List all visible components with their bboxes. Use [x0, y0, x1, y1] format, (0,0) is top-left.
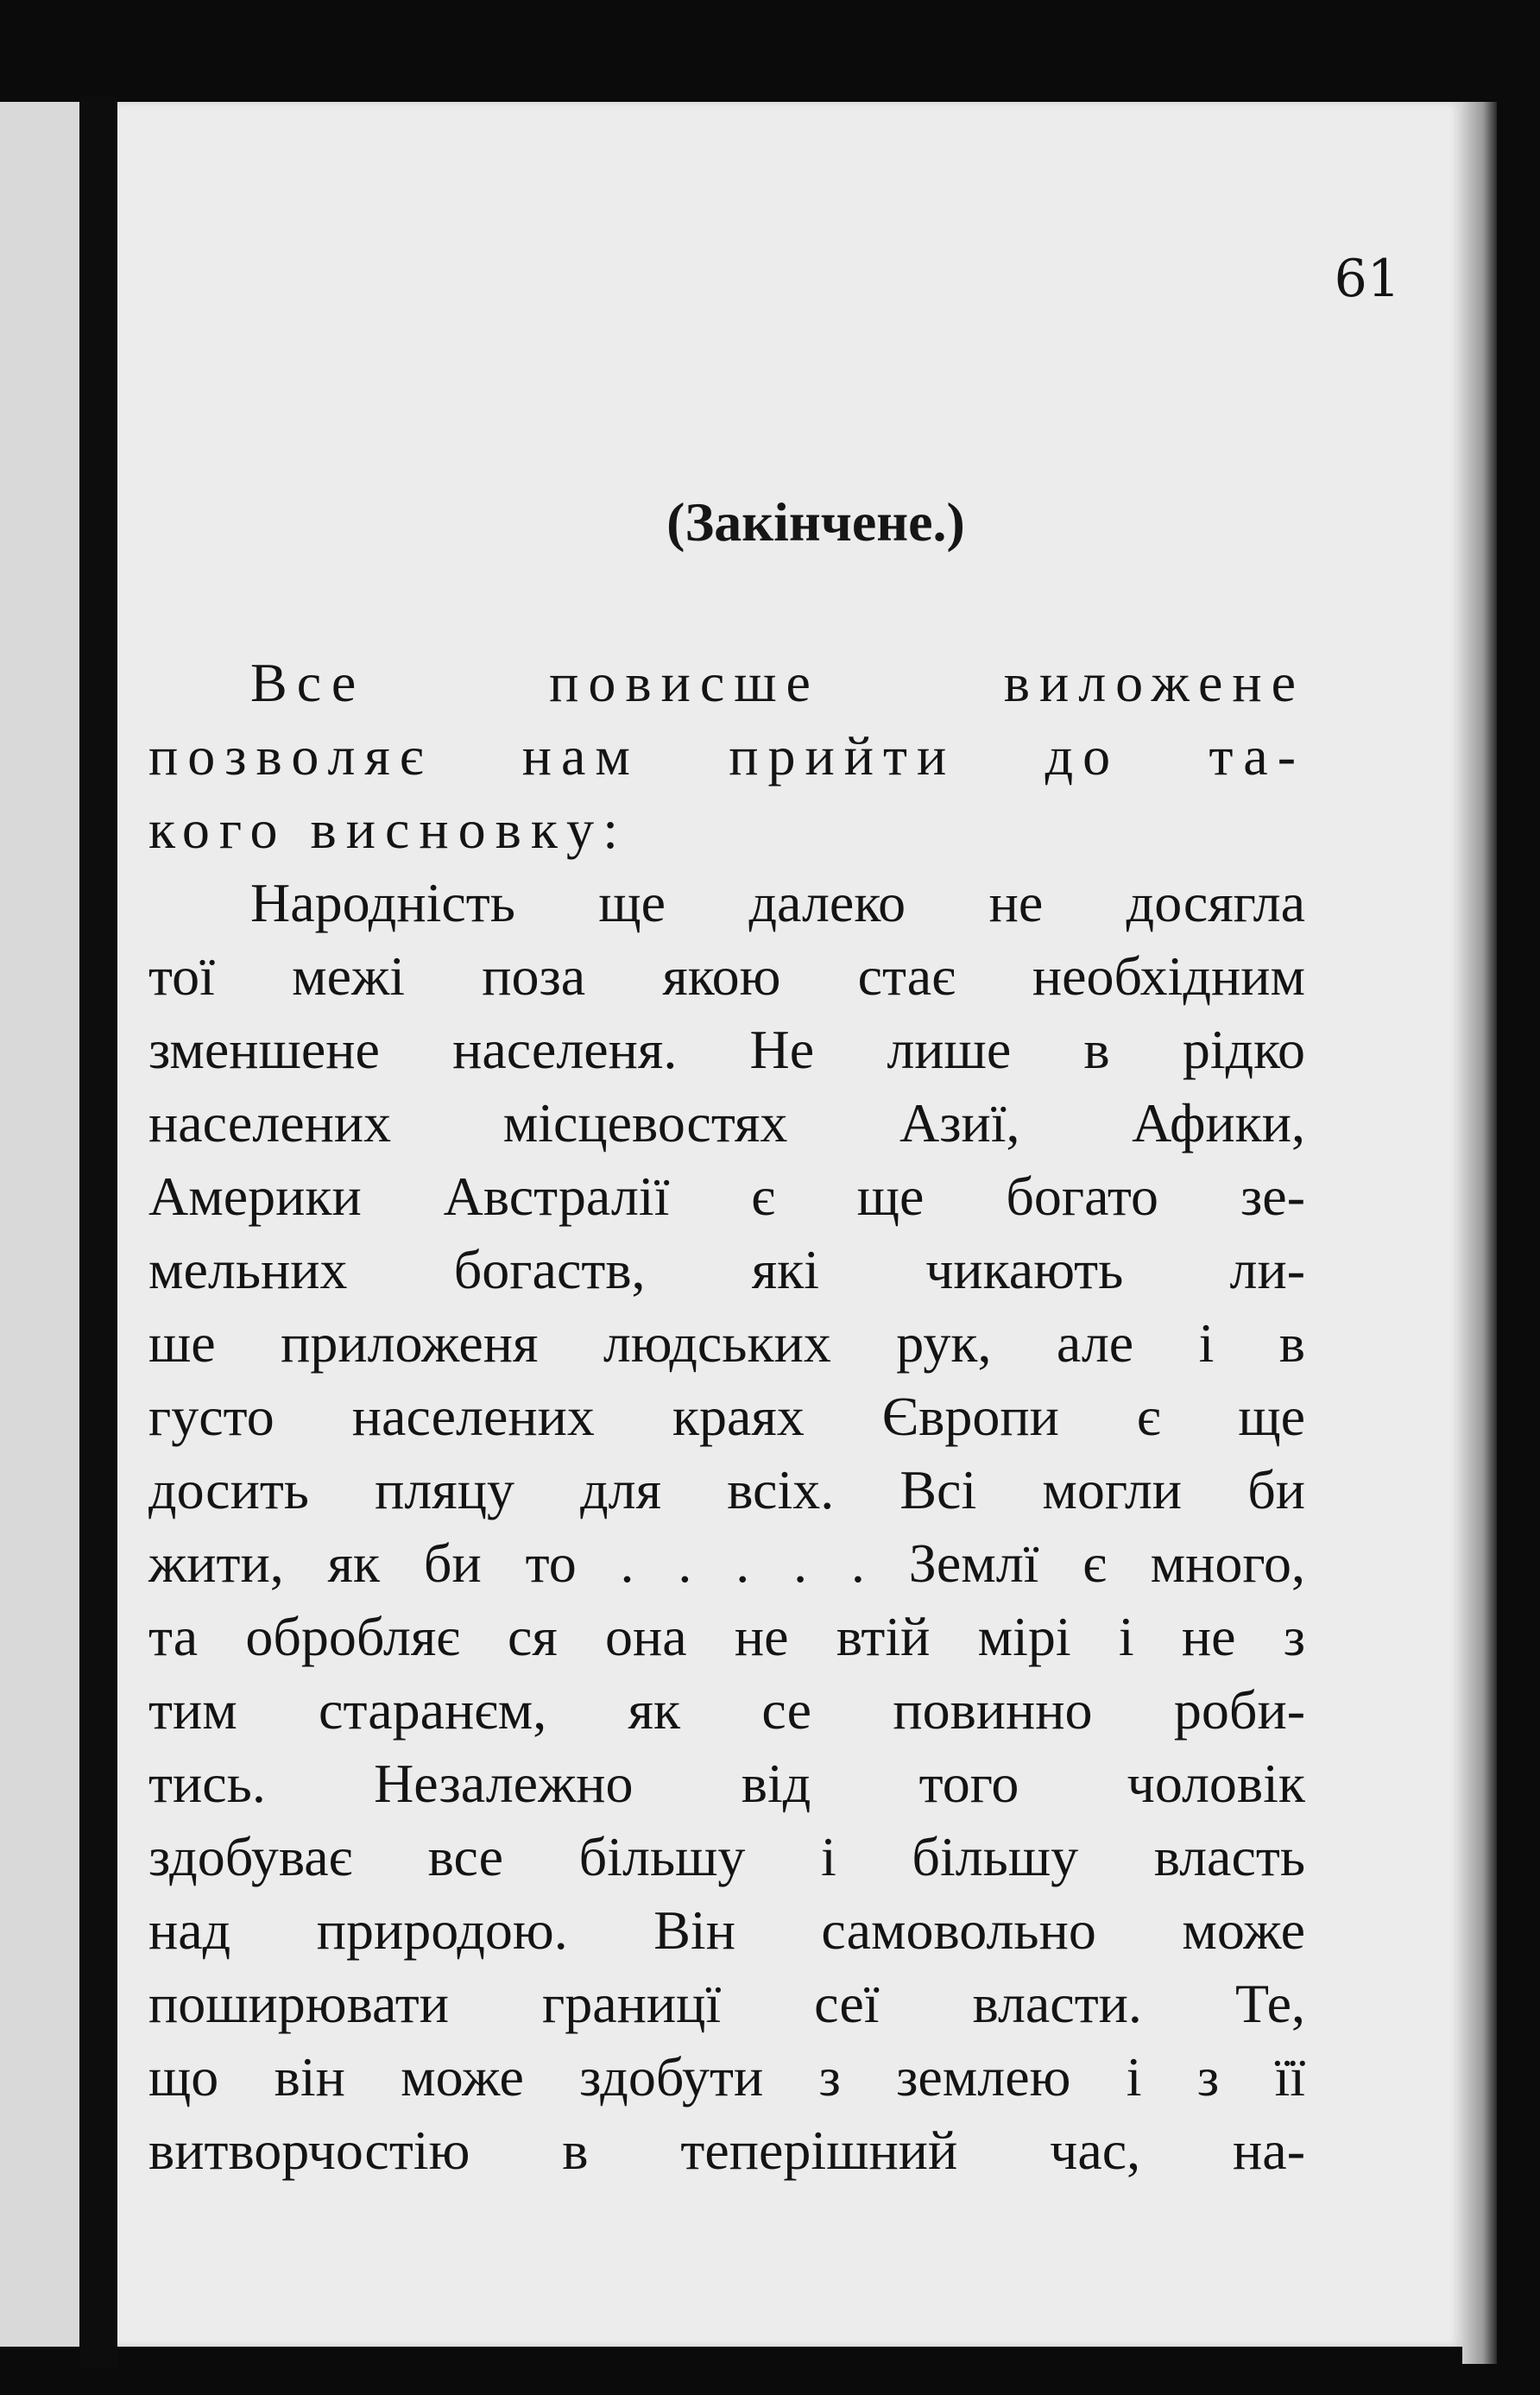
left-page-edge — [0, 102, 79, 2347]
text-line-5: тої межі поза якою стає необхідним — [148, 945, 1305, 1007]
text-line-2: позволяє нам прийти до та- — [148, 725, 1305, 787]
body-text — [148, 646, 1305, 2187]
text-line-21: витворчостію в теперішний час, на- — [148, 2120, 1305, 2181]
text-line-16: тись. Незалежно від того чоловік — [148, 1753, 1305, 1814]
text-line-20: що він може здобути з землею і з її — [148, 2046, 1305, 2107]
text-line-19: поширювати границї сеї власти. Те, — [148, 1973, 1305, 2034]
text-line-8: Америки Австралії є ще богато зе- — [148, 1166, 1305, 1227]
section-heading: (Закінчене.) — [666, 491, 965, 553]
text-line-7: населених місцевостях Азиї, Афики, — [148, 1092, 1305, 1153]
text-line-15: тим старанєм, як се повинно роби- — [148, 1679, 1305, 1741]
text-line-17: здобуває все більшу і більшу власть — [148, 1826, 1305, 1887]
book-gutter — [79, 97, 117, 2367]
text-line-12: досить пляцу для всіх. Всі могли би — [148, 1459, 1305, 1520]
text-line-11: густо населених краях Європи є ще — [148, 1386, 1305, 1447]
text-line-3: кого висновку: — [148, 799, 628, 860]
page-number: 61 — [1334, 249, 1400, 309]
text-line-10: ше приложеня людських рук, але і в — [148, 1312, 1305, 1374]
text-line-13: жити, як би то . . . . . Землї є много, — [148, 1532, 1305, 1594]
text-line-4: Народність ще далеко не досягла — [250, 872, 1305, 933]
text-line-6: зменшене населеня. Не лише в рідко — [148, 1019, 1305, 1080]
text-line-1: Все повисше виложене — [250, 652, 1305, 713]
text-line-18: над природою. Він самовольно може — [148, 1899, 1305, 1961]
text-line-9: мельних богаств, які чикають ли- — [148, 1239, 1305, 1300]
text-line-14: та обробляє ся она не втій мірі і не з — [148, 1606, 1305, 1667]
right-page-edge — [1462, 102, 1497, 2364]
